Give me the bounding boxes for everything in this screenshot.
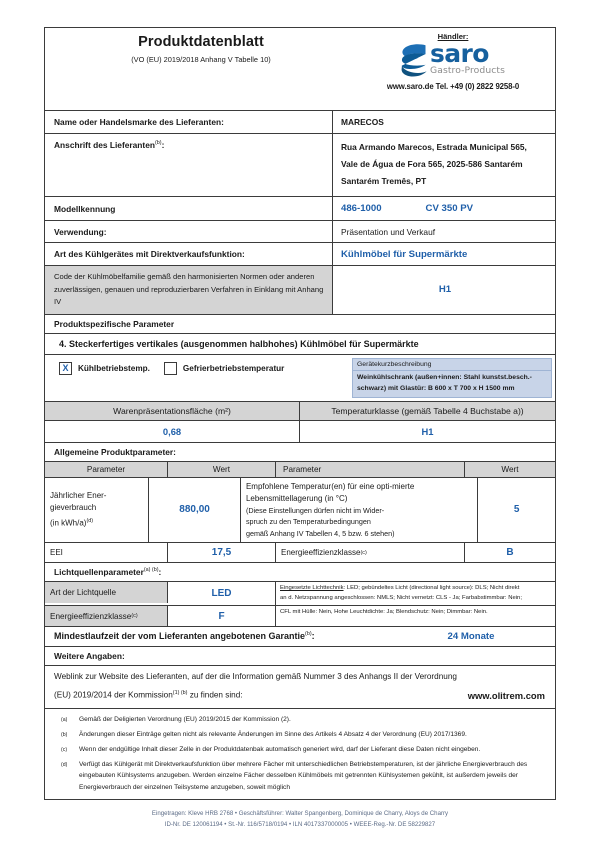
row-general-params-title [45, 443, 555, 462]
energy-class-value: B [506, 547, 514, 558]
recommended-temp-value: 5 [513, 504, 520, 516]
footnote-ref-b: (b) [155, 140, 162, 146]
col-header-wert-1: Wert [168, 462, 276, 477]
light-source-class-value-cell [168, 606, 276, 626]
row-warranty [45, 627, 555, 647]
light-source-class-label-text: Energieeffizienzklasse [50, 611, 132, 621]
saro-wordmark [430, 39, 505, 76]
energy-class-value-cell [465, 543, 555, 562]
checkbox-freeze-temp-label: Gefrierbetriebstemperatur [182, 363, 285, 373]
footnote-ref-b2: (b) [305, 631, 312, 638]
row-supplier-address [45, 134, 555, 197]
supplier-name-value: MARECOS [341, 117, 384, 127]
light-source-type-value: LED [211, 588, 232, 600]
checkbox-chill-temp-label: Kühlbetriebstemp. [78, 363, 150, 373]
device-description-line: schwarz) mit Glastür: B 600 x T 700 x H 1500 mm [357, 385, 515, 392]
row-more-info-title [45, 647, 555, 666]
warranty-label-text: Mindestlaufzeit der vom Lieferanten angebotenen Garantie [54, 631, 306, 642]
light-source-note-rest-1: : LED; gebündeltes Licht (directional light source): DLS; Nicht direkt [343, 585, 520, 591]
footnote-mark: (b) [61, 731, 68, 738]
saro-contact-line: www.saro.de Tel. +49 (0) 2822 9258-0 [386, 82, 520, 91]
eei-value-cell [168, 543, 276, 562]
weblink-block [45, 666, 555, 708]
footnote-mark: (d) [61, 761, 68, 768]
footnote-mark: (c) [61, 746, 68, 753]
saro-tagline: Gastro-Products [430, 65, 505, 76]
eei-label: EEI [45, 543, 168, 562]
row-footnotes [45, 709, 555, 800]
regulation-subtitle: (VO (EU) 2019/2018 Anhang V Tabelle 10) [131, 55, 271, 64]
annual-energy-value: 880,00 [179, 504, 210, 516]
address-line: Rua Armando Marecos, Estrada Municipal 565, [341, 142, 527, 152]
col-header-parameter-1: Parameter [45, 462, 168, 477]
recommended-temp-note-line: (Diese Einstellungen dürfen nicht im Wider- [245, 505, 385, 515]
footnotes-block [45, 709, 555, 800]
row-display-area-values [45, 421, 555, 443]
energy-class-label-text: Energieeffizienzklasse [281, 548, 361, 557]
row-annual-energy [45, 478, 555, 544]
saro-logo-text: saro [430, 39, 489, 68]
light-source-note-underline: Eingesetzte Lichttechnik [280, 585, 344, 591]
footnote-item [53, 714, 547, 727]
warranty-value: 24 Monate [447, 631, 495, 643]
row-weblink [45, 666, 555, 709]
row-light-source-type [45, 582, 555, 606]
light-source-note-cont [276, 606, 555, 626]
light-source-title [45, 563, 555, 581]
device-description-cell [347, 355, 555, 401]
annual-energy-value-cell [149, 478, 241, 543]
dealer-block [357, 28, 555, 110]
saro-logo [357, 39, 549, 79]
appliance-type-value: Kühlmöbel für Supermärkte [341, 248, 468, 260]
model-label: Modellkennung [45, 197, 333, 220]
dealer-label: Händler: [437, 32, 469, 41]
light-source-note [276, 582, 555, 605]
model-number: 486-1000 [341, 203, 382, 214]
device-description-box [352, 358, 552, 398]
recommended-temp-note [246, 505, 472, 540]
display-area-value: 0,68 [45, 421, 300, 442]
light-source-note-line-1 [280, 584, 551, 594]
page-footer [0, 809, 600, 830]
page-title: Produktdatenblatt [138, 34, 264, 50]
supplier-name-label: Name oder Handelsmarke des Lieferanten: [45, 111, 333, 133]
temperature-mode-checkboxes [45, 355, 347, 401]
annual-energy-label-line: Jährlicher Ener- [50, 490, 107, 500]
family-code-value-cell [333, 266, 555, 314]
light-source-note-line-3: CFL mit Hülle: Nein, Hohe Leuchtdichte: Ja; Blendschutz: Nein; Dimmbar: Nein. [280, 609, 488, 616]
col-header-parameter-2: Parameter [276, 462, 465, 477]
warranty-label-colon: : [311, 631, 315, 642]
row-section-4 [45, 334, 555, 355]
address-line: Vale de Água de Fora 565, 2025-586 Santarém [341, 159, 523, 169]
row-temperature-mode [45, 355, 555, 402]
device-description-line: Weinkühlschrank (außen+innen: Stahl kunstst.besch.- [357, 373, 532, 381]
display-area-label: Warenpräsentationsfläche (m²) [45, 402, 300, 420]
row-display-area-headers [45, 402, 555, 421]
light-source-class-label [45, 606, 168, 626]
annual-energy-label [45, 478, 149, 543]
light-source-type-value-cell [168, 582, 276, 605]
eei-value: 17,5 [211, 547, 232, 558]
footnote-mark: (a) [61, 716, 68, 723]
row-appliance-type [45, 243, 555, 266]
footnote-item [53, 744, 547, 757]
supplier-address-label-text: Anschrift des Lieferanten [54, 140, 155, 150]
supplier-address-lines [341, 139, 527, 190]
footnote-text: Verfügt das Kühlgerät mit Direktverkaufsfunktion über mehrere Fächer mit unterschiedlichen Betriebstemperaturen, ist der jährliche Energieverbrauch des eingebauten Kühlsystems anzugeben. Werden einzelne Fächer desselben Kühlmöbels mit getrennten Kühlsystemen gekühlt, ist außerdem jeweils der Energieverbrauch der einzelnen Teilsysteme anzugeben, soweit möglich [79, 760, 528, 791]
model-name: CV 350 PV [425, 203, 474, 214]
col-header-wert-2: Wert [501, 464, 519, 474]
weblink-line-1: Weblink zur Website des Lieferanten, auf der die Information gemäß Nummer 3 des Anhangs II der Verordnung [54, 672, 457, 682]
header-title-block [45, 28, 357, 110]
footnote-ref-c: (c) [360, 549, 367, 556]
usage-label: Verwendung: [45, 221, 333, 242]
footnote-ref-1b: (1) (b) [172, 690, 188, 697]
checkbox-freeze-temp[interactable] [164, 362, 177, 375]
light-source-note-line-2: an d. Netzspannung angeschlossen: NMLS; Nicht vernetzt: CLS - Ja; Farbabstimmbar: Nein; [280, 594, 522, 601]
row-light-source-title [45, 563, 555, 582]
device-description-body [353, 371, 551, 397]
weblink-line-2-a: (EU) 2019/2014 der Kommission [54, 690, 173, 700]
footnote-ref-ab: (a) (b) [143, 567, 159, 574]
footnote-text: Änderungen dieser Einträge gelten nicht als relevante Änderungen im Sinne des Artikels 4 Absatz 4 der Verordnung (EU) 2017/1369. [79, 730, 467, 738]
energy-class-label [276, 543, 465, 562]
supplier-address-label-colon: : [161, 140, 165, 150]
light-source-class-value: F [218, 610, 225, 622]
more-info-title: Weitere Angaben: [54, 651, 125, 662]
saro-swoosh-icon [401, 43, 427, 77]
appliance-type-label: Art des Kühlgerätes mit Direktverkaufsfunktion: [45, 243, 333, 265]
row-usage [45, 221, 555, 243]
row-product-specific-header [45, 315, 555, 334]
light-source-title-text: Lichtquellenparameter [54, 567, 144, 577]
light-source-title-colon: : [158, 567, 162, 577]
page-footer-line-2: ID-Nr. DE 120061194 • St.-Nr. 116/5718/0194 • ILN 4017337000005 • WEEE-Reg.-Nr. DE 58229827 [164, 820, 436, 828]
temperature-class-label: Temperaturklasse (gemäß Tabelle 4 Buchstabe a)) [331, 405, 524, 416]
recommended-temp-value-cell [478, 478, 555, 543]
recommended-temp-label [241, 478, 478, 543]
row-family-code [45, 266, 555, 315]
row-eei [45, 543, 555, 563]
row-general-params-head [45, 462, 555, 478]
product-specific-header: Produktspezifische Parameter [54, 318, 175, 329]
row-model [45, 197, 555, 221]
supplier-address-label [45, 134, 333, 196]
light-source-type-label: Art der Lichtquelle [45, 582, 168, 603]
weblink-line-2-b: zu finden sind: [187, 690, 243, 700]
device-description-heading: Gerätekurzbeschreibung [353, 359, 551, 371]
footnote-ref-c2: (c) [131, 613, 138, 620]
supplier-address-value [333, 134, 555, 196]
annual-energy-label-line: gieverbrauch [50, 503, 97, 513]
usage-value: Präsentation und Verkauf [341, 226, 436, 237]
page-footer-line-1: Eingetragen: Kleve HRB 2768 • Geschäftsführer: Walter Spangenberg, Dominique de Charry, Aloys de Charry [151, 810, 449, 817]
family-code-label: Code der Kühlmöbelfamilie gemäß den harmonisierten Normen oder anderen zuverlässigen, genauen und reproduzierbaren Verfahren in Einklang mit Anhang IV [45, 266, 333, 314]
section-4-title: 4. Steckerfertiges vertikales (ausgenommen halbhohes) Kühlmöbel für Supermärkte [59, 338, 419, 349]
recommended-temp-main: Empfohlene Temperatur(en) für eine opti-mierte Lebensmittellagerung (in °C) [245, 481, 415, 503]
footnote-text: Wenn der endgültige Inhalt dieser Zelle in der Produktdatenbak automatisch generiert wird, darf der Lieferant diese Daten nicht eingeben. [79, 745, 481, 753]
footnote-item [53, 729, 547, 742]
checkbox-chill-temp[interactable]: X [59, 362, 72, 375]
annual-energy-label-line-unit: (in kWh/a)$^{(d)}$ [50, 517, 94, 528]
warranty-label [45, 627, 396, 646]
row-supplier-name [45, 111, 555, 134]
datasheet-table [44, 27, 556, 800]
document-header [45, 28, 555, 111]
model-values [333, 197, 555, 220]
footnote-item [53, 759, 547, 794]
footnote-text: Gemäß der Deligierten Verordnung (EU) 2019/2015 der Kommission (2). [79, 715, 291, 723]
address-line: Santarém Tremês, PT [341, 176, 427, 186]
warranty-row [45, 627, 555, 646]
general-params-title: Allgemeine Produktparameter: [54, 446, 176, 457]
supplier-website-url[interactable]: www.olitrem.com [467, 689, 545, 701]
recommended-temp-note-line: spruch zu den Temperaturbedingungen [245, 517, 371, 526]
row-light-source-class [45, 606, 555, 627]
recommended-temp-note-line: gemäß Anhang IV Tabellen 4, 5 bzw. 6 stehen) [245, 528, 395, 538]
temperature-class-value: H1 [421, 425, 434, 437]
family-code-value: H1 [438, 284, 452, 296]
footnote-ref-d: (d) [86, 517, 94, 524]
